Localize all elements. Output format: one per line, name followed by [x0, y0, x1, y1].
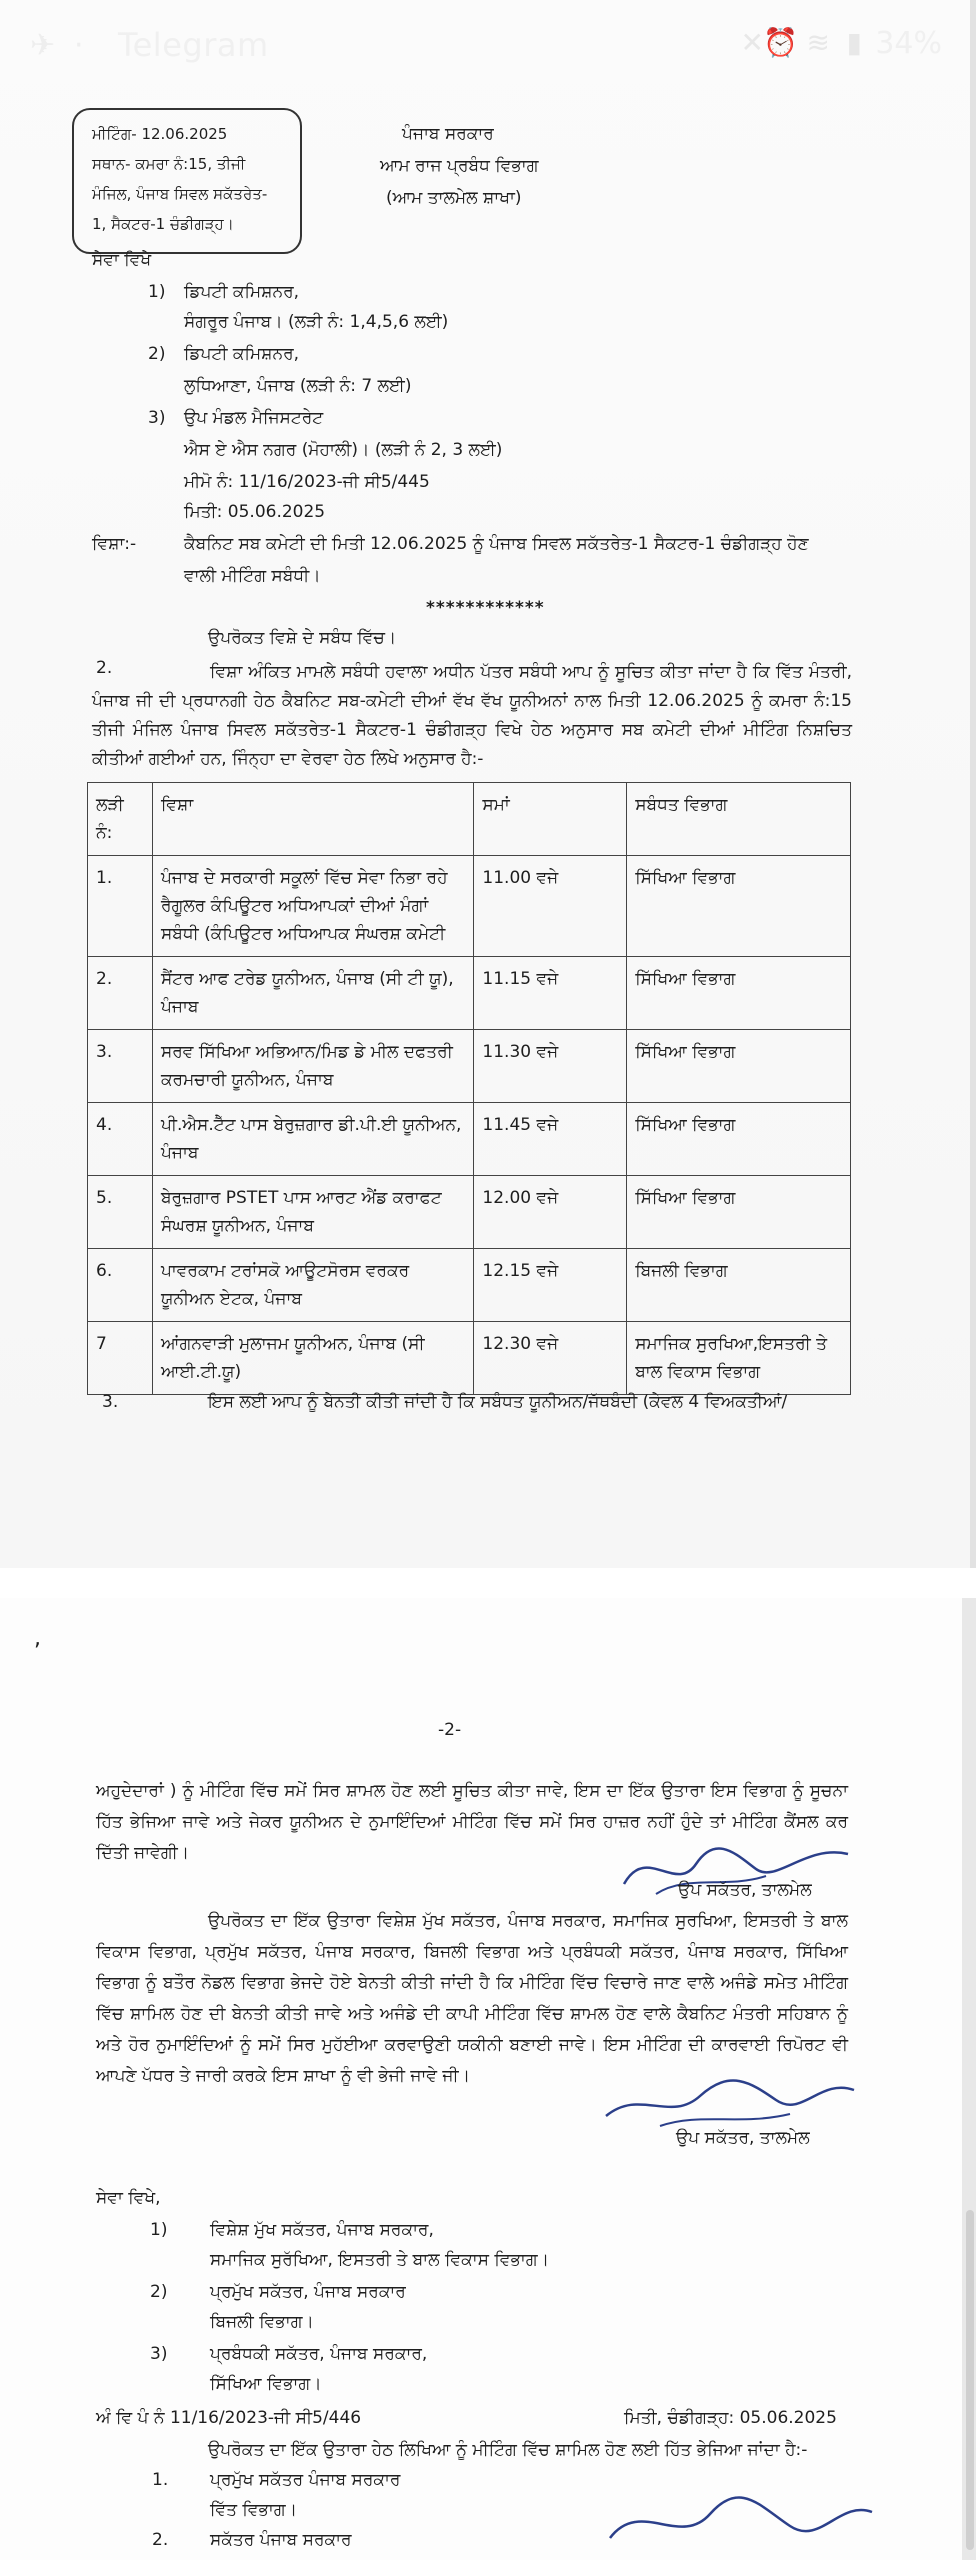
- cell-time: 11.30 ਵਜੇ: [474, 1030, 627, 1103]
- status-app-name: Telegram: [118, 26, 269, 64]
- meeting-venue-1: ਸਥਾਨ- ਕਮਰਾ ਨੰ:15, ਤੀਜੀ: [92, 155, 246, 173]
- cell-time: 12.15 ਵਜੇ: [474, 1249, 627, 1322]
- table-row: [88, 1176, 851, 1249]
- cell-department: ਸਿੱਖਿਆ ਵਿਭਾਗ: [627, 856, 851, 957]
- cell-subject: ਪੀ.ਐਸ.ਟੈੱਟ ਪਾਸ ਬੇਰੁਜ਼ਗਾਰ ਡੀ.ਪੀ.ਈ ਯੂਨੀਅਨ, ਪੰਜਾਬ: [152, 1103, 473, 1176]
- cell-subject: ਪੰਜਾਬ ਦੇ ਸਰਕਾਰੀ ਸਕੂਲਾਂ ਵਿੱਚ ਸੇਵਾ ਨਿਭਾ ਰਹੇ ਰੈਗੂਲਰ ਕੰਪਿਊਟਰ ਅਧਿਆਪਕਾਂ ਦੀਆਂ ਮੰਗਾਂ ਸਬੰਧੀ (ਕੰਪਿਊਟਰ ਅਧਿਆਪਕ ਸੰਘਰਸ਼ ਕਮੇਟੀ: [152, 856, 473, 957]
- battery-level: 34%: [875, 26, 942, 61]
- cell-time: 12.30 ਵਜੇ: [474, 1322, 627, 1395]
- addressee-3-detail: ਐਸ ਏ ਐਸ ਨਗਰ (ਮੋਹਾਲੀ)। (ਲੜੀ ਨੰ 2, 3 ਲਈ): [184, 440, 503, 460]
- telegram-notification-icon: ✈: [30, 28, 56, 63]
- addressee-a2-title: ਪ੍ਰਮੁੱਖ ਸਕੱਤਰ, ਪੰਜਾਬ ਸਰਕਾਰ: [210, 2282, 406, 2302]
- subject-label: ਵਿਸ਼ਾ:-: [92, 534, 137, 554]
- addressee-heading: ਸੇਵਾ ਵਿਖੇ: [92, 250, 152, 270]
- cell-department: ਸਿੱਖਿਆ ਵਿਭਾਗ: [627, 1103, 851, 1176]
- signatory-2-title: ਉਪ ਸਕੱਤਰ, ਤਾਲਮੇਲ: [676, 2128, 810, 2148]
- forward-1-title: ਪ੍ਰਮੁੱਖ ਸਕੱਤਰ ਪੰਜਾਬ ਸਰਕਾਰ: [210, 2470, 401, 2490]
- addressee-1-detail: ਸੰਗਰੂਰ ਪੰਜਾਬ। (ਲੜੀ ਨੰ: 1,4,5,6 ਲਈ): [184, 312, 449, 332]
- page-number: -2-: [438, 1720, 462, 1740]
- status-bar: [0, 0, 976, 90]
- column-header-time: ਸਮਾਂ: [474, 783, 627, 856]
- table-row: [88, 1249, 851, 1322]
- cell-subject: ਆਂਗਨਵਾੜੀ ਮੁਲਾਜਮ ਯੂਨੀਅਨ, ਪੰਜਾਬ (ਸੀ ਆਈ.ਟੀ.ਯੂ): [152, 1322, 473, 1395]
- addressee-a3-number: 3): [150, 2344, 168, 2364]
- cell-subject: ਸੈਂਟਰ ਆਫ ਟਰੇਡ ਯੂਨੀਅਨ, ਪੰਜਾਬ (ਸੀ ਟੀ ਯੂ), ਪੰਜਾਬ: [152, 957, 473, 1030]
- dot-icon: ·: [74, 28, 84, 63]
- cell-department: ਸਿੱਖਿਆ ਵਿਭਾਗ: [627, 957, 851, 1030]
- alarm-icon: ⏰: [763, 26, 798, 59]
- cell-serial: 6.: [88, 1249, 153, 1322]
- header-branch: (ਆਮ ਤਾਲਮੇਲ ਸ਼ਾਖਾ): [386, 188, 522, 208]
- addressee-a1-number: 1): [150, 2220, 168, 2240]
- paragraph-2-number: 2.: [96, 658, 113, 678]
- cell-department: ਸਿੱਖਿਆ ਵਿਭਾਗ: [627, 1030, 851, 1103]
- page-gap: [0, 1568, 976, 1598]
- cell-subject: ਸਰਵ ਸਿੱਖਿਆ ਅਭਿਆਨ/ਮਿਡ ਡੇ ਮੀਲ ਦਫਤਰੀ ਕਰਮਚਾਰੀ ਯੂਨੀਅਨ, ਪੰਜਾਬ: [152, 1030, 473, 1103]
- addressee-3-title: ਉਪ ਮੰਡਲ ਮੈਜਿਸਟਰੇਟ: [184, 408, 324, 428]
- forward-2-number: 2.: [152, 2530, 169, 2550]
- paragraph-3-number: 3.: [102, 1392, 119, 1412]
- forward-1-number: 1.: [152, 2470, 169, 2490]
- signal-icon: ▮: [846, 26, 862, 59]
- subject-line-1: ਕੈਬਨਿਟ ਸਬ ਕਮੇਟੀ ਦੀ ਮਿਤੀ 12.06.2025 ਨੂੰ ਪੰਜਾਬ ਸਿਵਲ ਸਕੱਤਰੇਤ-1 ਸੈਕਟਰ-1 ਚੰਡੀਗੜ੍ਹ ਹੋਣ: [184, 534, 809, 554]
- mute-icon: ✕: [740, 26, 764, 59]
- page-mark: ,: [34, 1626, 41, 1651]
- header-department: ਆਮ ਰਾਜ ਪ੍ਰਬੰਧ ਵਿਭਾਗ: [380, 156, 539, 176]
- cell-department: ਸਮਾਜਿਕ ਸੁਰਖਿਆ,ਇਸਤਰੀ ਤੇ ਬਾਲ ਵਿਕਾਸ ਵਿਭਾਗ: [627, 1322, 851, 1395]
- addressee-1-title: ਡਿਪਟੀ ਕਮਿਸ਼ਨਰ,: [184, 282, 300, 302]
- cell-serial: 7: [88, 1322, 153, 1395]
- cell-serial: 1.: [88, 856, 153, 957]
- addressee-a3-detail: ਸਿੱਖਿਆ ਵਿਭਾਗ।: [210, 2374, 322, 2394]
- cell-serial: 3.: [88, 1030, 153, 1103]
- addressee-2-detail: ਲੁਧਿਆਣਾ, ਪੰਜਾਬ (ਲੜੀ ਨੰ: 7 ਲਈ): [184, 376, 412, 396]
- addressee-a2-detail: ਬਿਜਲੀ ਵਿਭਾਗ।: [210, 2312, 314, 2332]
- meeting-schedule-table: [87, 782, 851, 1395]
- addressee-heading-2: ਸੇਵਾ ਵਿਖੇ,: [96, 2188, 161, 2208]
- column-header-subject: ਵਿਸ਼ਾ: [152, 783, 473, 856]
- endorsement-date: ਮਿਤੀ, ਚੰਡੀਗੜ੍ਹ: 05.06.2025: [624, 2408, 837, 2428]
- copy-forward-line: ਉਪਰੋਕਤ ਦਾ ਇੱਕ ਉਤਾਰਾ ਹੇਠ ਲਿਖਿਆ ਨੂੰ ਮੀਟਿੰਗ ਵਿੱਚ ਸ਼ਾਮਿਲ ਹੋਣ ਲਈ ਹਿੱਤ ਭੇਜਿਆ ਜਾਂਦਾ ਹੈ:-: [208, 2440, 808, 2460]
- memo-date: ਮਿਤੀ: 05.06.2025: [184, 502, 326, 522]
- table-row: [88, 957, 851, 1030]
- document-page-2: [0, 1598, 976, 2560]
- addressee-1-number: 1): [148, 282, 166, 302]
- table-row: [88, 1030, 851, 1103]
- cell-department: ਸਿੱਖਿਆ ਵਿਭਾਗ: [627, 1176, 851, 1249]
- cell-time: 11.00 ਵਜੇ: [474, 856, 627, 957]
- meeting-date: ਮੀਟਿੰਗ- 12.06.2025: [92, 125, 228, 143]
- cell-time: 12.00 ਵਜੇ: [474, 1176, 627, 1249]
- endorsement-number: ਅੰ ਵਿ ਪੰ ਨੰ 11/16/2023-ਜੀ ਸੀ5/446: [96, 2408, 362, 2428]
- column-header-serial: ਲੜੀ ਨੰ:: [88, 783, 153, 856]
- addressee-a3-title: ਪ੍ਰਬੰਧਕੀ ਸਕੱਤਰ, ਪੰਜਾਬ ਸਰਕਾਰ,: [210, 2344, 428, 2364]
- paragraph-2: ਵਿਸ਼ਾ ਅੰਕਿਤ ਮਾਮਲੇ ਸਬੰਧੀ ਹਵਾਲਾ ਅਧੀਨ ਪੱਤਰ ਸਬੰਧੀ ਆਪ ਨੂੰ ਸੂਚਿਤ ਕੀਤਾ ਜਾਂਦਾ ਹੈ ਕਿ ਵਿੱਤ ਮੰਤਰੀ, ਪੰਜਾਬ ਜੀ ਦੀ ਪ੍ਰਧਾਨਗੀ ਹੇਠ ਕੈਬਨਿਟ ਸਬ-ਕਮੇਟੀ ਦੀਆਂ ਵੱਖ ਵੱਖ ਯੂਨੀਅਨਾਂ ਨਾਲ ਮਿਤੀ 12.06.2025 ਨੂੰ ਕਮਰਾ ਨੰ:15 ਤੀਜੀ ਮੰਜਿਲ ਪੰਜਾਬ ਸਿਵਲ ਸਕੱਤਰੇਤ-1 ਸੈਕਟਰ-1 ਚੰਡੀਗੜ੍ਹ ਵਿਖੇ ਹੇਠ ਅਨੁਸਾਰ ਸਬ ਕਮੇਟੀ ਦੀਆਂ ਮੀਟਿੰਗ ਨਿਸ਼ਚਿਤ ਕੀਤੀਆਂ ਗਈਆਂ ਹਨ, ਜਿੰਨ੍ਹਾ ਦਾ ਵੇਰਵਾ ਹੇਠ ਲਿਖੇ ਅਨੁਸਾਰ ਹੈ:-: [92, 662, 852, 769]
- cell-subject: ਬੇਰੁਜ਼ਗਾਰ PSTET ਪਾਸ ਆਰਟ ਐਂਡ ਕਰਾਫਟ ਸੰਘਰਸ਼ ਯੂਨੀਅਨ, ਪੰਜਾਬ: [152, 1176, 473, 1249]
- table-header-row: [88, 783, 851, 856]
- addressee-a1-detail: ਸਮਾਜਿਕ ਸੁਰੱਖਿਆ, ਇਸਤਰੀ ਤੇ ਬਾਲ ਵਿਕਾਸ ਵਿਭਾਗ।: [210, 2250, 550, 2270]
- table-row: [88, 1322, 851, 1395]
- addressee-2-number: 2): [148, 344, 166, 364]
- cell-subject: ਪਾਵਰਕਾਮ ਟਰਾਂਸਕੋ ਆਊਟਸੋਰਸ ਵਰਕਰ ਯੂਨੀਅਨ ਏਟਕ, ਪੰਜਾਬ: [152, 1249, 473, 1322]
- signature-3: [600, 2488, 880, 2558]
- memo-number: ਮੀਮੋ ਨੰ: 11/16/2023-ਜੀ ਸੀ5/445: [184, 472, 430, 492]
- table-row: [88, 1103, 851, 1176]
- meeting-venue-2: ਮੰਜਿਲ, ਪੰਜਾਬ ਸਿਵਲ ਸਕੱਤਰੇਤ-: [92, 185, 268, 203]
- continuation-paragraph: ਅਹੁਦੇਦਾਰਾਂ ) ਨੂੰ ਮੀਟਿੰਗ ਵਿੱਚ ਸਮੇਂ ਸਿਰ ਸ਼ਾਮਲ ਹੋਣ ਲਈ ਸੂਚਿਤ ਕੀਤਾ ਜਾਵੇ, ਇਸ ਦਾ ਇੱਕ ਉਤਾਰਾ ਇਸ ਵਿਭਾਗ ਨੂੰ ਸੂਚਨਾ ਹਿੱਤ ਭੇਜਿਆ ਜਾਵੇ ਅਤੇ ਜੇਕਰ ਯੂਨੀਅਨ ਦੇ ਨੁਮਾਇੰਦਿਆਂ ਮੀਟਿੰਗ ਵਿੱਚ ਸਮੇਂ ਸਿਰ ਹਾਜ਼ਰ ਨਹੀਂ ਹੁੰਦੇ ਤਾਂ ਮੀਟਿੰਗ ਕੈਂਸਲ ਕਰ ਦਿੱਤੀ ਜਾਵੇਗੀ।: [96, 1781, 848, 1863]
- cell-serial: 4.: [88, 1103, 153, 1176]
- addressee-a1-title: ਵਿਸ਼ੇਸ਼ ਮੁੱਖ ਸਕੱਤਰ, ਪੰਜਾਬ ਸਰਕਾਰ,: [210, 2220, 434, 2240]
- meeting-venue-3: 1, ਸੈਕਟਰ-1 ਚੰਡੀਗੜ੍ਹ।: [92, 215, 234, 233]
- cell-time: 11.15 ਵਜੇ: [474, 957, 627, 1030]
- cell-department: ਬਿਜਲੀ ਵਿਭਾਗ: [627, 1249, 851, 1322]
- scrollbar[interactable]: [966, 2210, 974, 2550]
- addressee-3-number: 3): [148, 408, 166, 428]
- copy-paragraph: ਉਪਰੋਕਤ ਦਾ ਇੱਕ ਉਤਾਰਾ ਵਿਸ਼ੇਸ਼ ਮੁੱਖ ਸਕੱਤਰ, ਪੰਜਾਬ ਸਰਕਾਰ, ਸਮਾਜਿਕ ਸੁਰਖਿਆ, ਇਸਤਰੀ ਤੇ ਬਾਲ ਵਿਕਾਸ ਵਿਭਾਗ, ਪ੍ਰਮੁੱਖ ਸਕੱਤਰ, ਪੰਜਾਬ ਸਰਕਾਰ, ਬਿਜਲੀ ਵਿਭਾਗ ਅਤੇ ਪ੍ਰਬੰਧਕੀ ਸਕੱਤਰ, ਪੰਜਾਬ ਸਰਕਾਰ, ਸਿੱਖਿਆ ਵਿਭਾਗ ਨੂੰ ਬਤੌਰ ਨੋਡਲ ਵਿਭਾਗ ਭੇਜਦੇ ਹੋਏ ਬੇਨਤੀ ਕੀਤੀ ਜਾਂਦੀ ਹੈ ਕਿ ਮੀਟਿੰਗ ਵਿੱਚ ਵਿਚਾਰੇ ਜਾਣ ਵਾਲੇ ਅਜੰਡੇ ਸਮੇਤ ਮੀਟਿੰਗ ਵਿੱਚ ਸ਼ਾਮਿਲ ਹੋਣ ਦੀ ਬੇਨਤੀ ਕੀਤੀ ਜਾਵੇ ਅਤੇ ਅਜੰਡੇ ਦੀ ਕਾਪੀ ਮੀਟਿੰਗ ਵਿੱਚ ਸ਼ਾਮਲ ਹੋਣ ਵਾਲੇ ਕੈਬਨਿਟ ਮੰਤਰੀ ਸਹਿਬਾਨ ਨੂੰ ਅਤੇ ਹੋਰ ਨੁਮਾਇੰਦਿਆਂ ਨੂੰ ਸਮੇਂ ਸਿਰ ਮੁਹੱਈਆ ਕਰਵਾਉਣੀ ਯਕੀਨੀ ਬਣਾਈ ਜਾਵੇ। ਇਸ ਮੀਟਿੰਗ ਦੀ ਕਾਰਵਾਈ ਰਿਪੋਰਟ ਵੀ ਆਪਣੇ ਪੱਧਰ ਤੇ ਜਾਰੀ ਕਰਕੇ ਇਸ ਸ਼ਾਖਾ ਨੂੰ ਵੀ ਭੇਜੀ ਜਾਵੇ ਜੀ।: [96, 1911, 848, 2086]
- addressee-a2-number: 2): [150, 2282, 168, 2302]
- addressee-2-title: ਡਿਪਟੀ ਕਮਿਸ਼ਨਰ,: [184, 344, 300, 364]
- signatory-1-title: ਉਪ ਸਕੱਤਰ, ਤਾਲਮੇਲ: [678, 1880, 812, 1900]
- table-row: [88, 856, 851, 957]
- forward-2-title: ਸਕੱਤਰ ਪੰਜਾਬ ਸਰਕਾਰ: [210, 2530, 352, 2550]
- paragraph-3: ਇਸ ਲਈ ਆਪ ਨੂੰ ਬੇਨਤੀ ਕੀਤੀ ਜਾਂਦੀ ਹੈ ਕਿ ਸਬੰਧਤ ਯੂਨੀਅਨ/ਜੱਥਬੰਦੀ (ਕੇਵਲ 4 ਵਿਅਕਤੀਆਂ/: [208, 1392, 788, 1412]
- header-government: ਪੰਜਾਬ ਸਰਕਾਰ: [402, 124, 494, 144]
- wifi-icon: ≋: [806, 26, 830, 59]
- separator-stars: ************: [426, 598, 545, 618]
- forward-1-detail: ਵਿੱਤ ਵਿਭਾਗ।: [210, 2500, 298, 2520]
- subject-line-2: ਵਾਲੀ ਮੀਟਿੰਗ ਸਬੰਧੀ।: [184, 566, 321, 586]
- cell-serial: 5.: [88, 1176, 153, 1249]
- page-edge-shadow: [970, 0, 976, 1568]
- cell-time: 11.45 ਵਜੇ: [474, 1103, 627, 1176]
- cell-serial: 2.: [88, 957, 153, 1030]
- reference-line: ਉਪਰੋਕਤ ਵਿਸ਼ੇ ਦੇ ਸਬੰਧ ਵਿੱਚ।: [208, 628, 397, 648]
- column-header-department: ਸਬੰਧਤ ਵਿਭਾਗ: [627, 783, 851, 856]
